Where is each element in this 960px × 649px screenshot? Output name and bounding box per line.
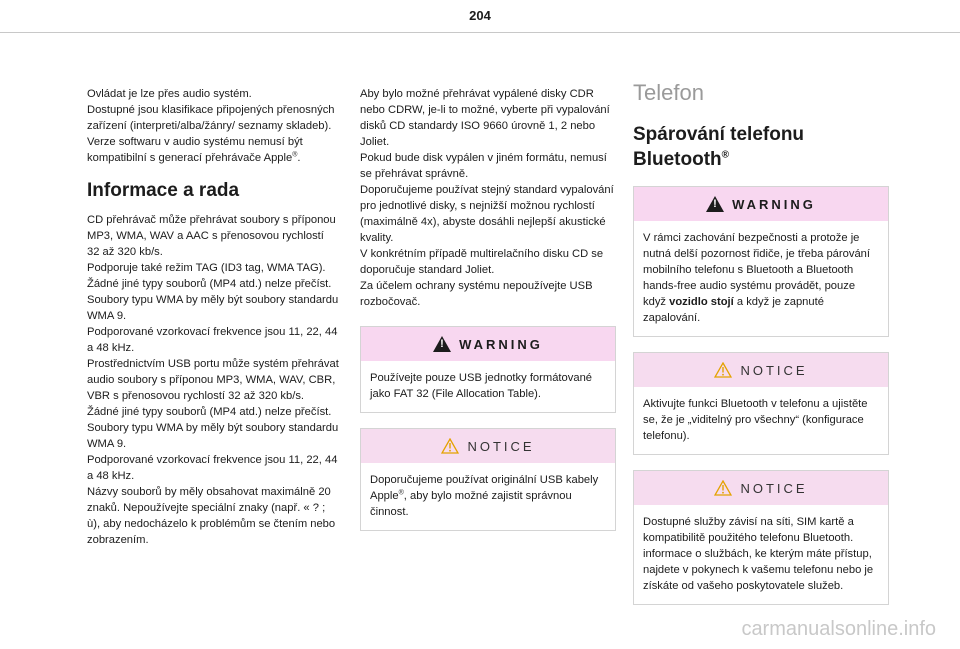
paragraph: CD přehrávač může přehrávat soubory s příponou MP3, WMA, WAV a AAC s přenosovou rychlostí 32 až 320 kb/s. [87,214,336,258]
intro-line: Verze softwaru v audio systému nemusí být kompatibilní s generací přehrávače Apple®. [87,136,303,164]
paragraph: Soubory typu WMA by měly být soubory standardu WMA 9. [87,294,339,322]
warning-box [360,326,616,413]
paragraph: Podporované vzorkovací frekvence jsou 11, 22, 44 a 48 kHz. [87,454,338,482]
watermark: carmanualsonline.info [741,618,936,640]
notice-title: NOTICE [740,480,808,496]
warning-header [361,327,615,361]
notice-header [634,471,888,505]
column-middle [360,86,616,531]
notice-title: NOTICE [740,362,808,378]
paragraph: Aby bylo možné přehrávat vypálené disky CDR nebo CDRW, je-li to možné, vyberte při vypalování disků CD standardy ISO 9660 úrovně 1, 2 nebo Joliet. [360,88,610,148]
notice-box [633,470,889,605]
section-title-telefon: Telefon [633,80,704,105]
notice-text: Aktivujte funkci Bluetooth v telefonu a ujistěte se, že je „viditelný pro všechny“ (konfigurace telefonu). [643,398,868,442]
section-heading-info: Informace a rada [87,180,240,201]
paragraph: Doporučujeme používat stejný standard vypalování pro jednotlivé disky, s nejnižší možnou rychlostí (maximálně 4x), abyste dosáhli nejlepší akustické kvality. [360,184,614,244]
warning-text: Používejte pouze USB jednotky formátované jako FAT 32 (File Allocation Table). [370,372,593,400]
notice-text: Doporučujeme používat originální USB kabely Apple®, aby bylo možné zajistit správnou činnost. [370,474,599,518]
paragraph: Žádné jiné typy souborů (MP4 atd.) nelze přečíst. [87,278,332,290]
paragraph: Soubory typu WMA by měly být soubory standardu WMA 9. [87,422,339,450]
paragraph: V konkrétním případě multirelačního disku CD se doporučuje standard Joliet. [360,248,604,276]
notice-triangle-icon [441,438,459,454]
warning-header [634,187,888,221]
notice-box [360,428,616,531]
paragraph: Žádné jiné typy souborů (MP4 atd.) nelze přečíst. [87,406,332,418]
registered-mark: ® [292,151,298,159]
notice-title: NOTICE [467,438,535,454]
heading-pairing: Spárování telefonu Bluetooth® [633,124,805,170]
warning-box [633,186,889,337]
notice-triangle-icon [714,480,732,496]
warning-title: WARNING [732,196,816,212]
paragraph: Názvy souborů by měly obsahovat maximálně 20 znaků. Nepoužívejte speciální znaky (např. « ? ; ù), aby nedocházelo k problémům se čtením nebo zobrazením. [87,486,336,546]
page-number: 204 [469,8,491,23]
notice-triangle-icon [714,362,732,378]
notice-header [634,353,888,387]
paragraph: Podporuje také režim TAG (ID3 tag, WMA TAG). [87,262,326,274]
intro-line: Dostupné jsou klasifikace připojených přenosných zařízení (interpreti/alba/žánry/ seznamy skladeb). [87,104,335,132]
notice-box [633,352,889,455]
intro-line: Ovládat je lze přes audio systém. [87,88,252,100]
warning-triangle-icon [706,196,724,212]
notice-text: Dostupné služby závisí na síti, SIM kartě a kompatibilitě použitého telefonu Bluetooth. informace o službách, ke kterým máte přístup, najdete v pokynech k vašemu telefonu nebo je získáte od vašeho poskytovatele služeb. [643,516,874,592]
paragraph: Podporované vzorkovací frekvence jsou 11, 22, 44 a 48 kHz. [87,326,338,354]
warning-triangle-icon [433,336,451,352]
paragraph: Prostřednictvím USB portu může systém přehrávat audio soubory s příponou MP3, WMA, WAV, CBR, VBR s přenosovou rychlostí 32 až 320 kb/s. [87,358,339,402]
warning-text: V rámci zachování bezpečnosti a protože je nutná delší pozornost řidiče, je třeba párování mobilního telefonu s Bluetooth a Bluetooth hands-free audio systému provádět, pouze když vozidlo stojí a když je zapnuté zapalování. [643,232,870,324]
paragraph: Pokud bude disk vypálen v jiném formátu, nemusí se přehrávat správně. [360,152,607,180]
column-left [87,86,339,548]
paragraph: Za účelem ochrany systému nepoužívejte USB rozbočovač. [360,280,593,308]
warning-title: WARNING [459,336,543,352]
notice-header [361,429,615,463]
column-right [633,80,889,605]
header-divider [0,32,960,33]
